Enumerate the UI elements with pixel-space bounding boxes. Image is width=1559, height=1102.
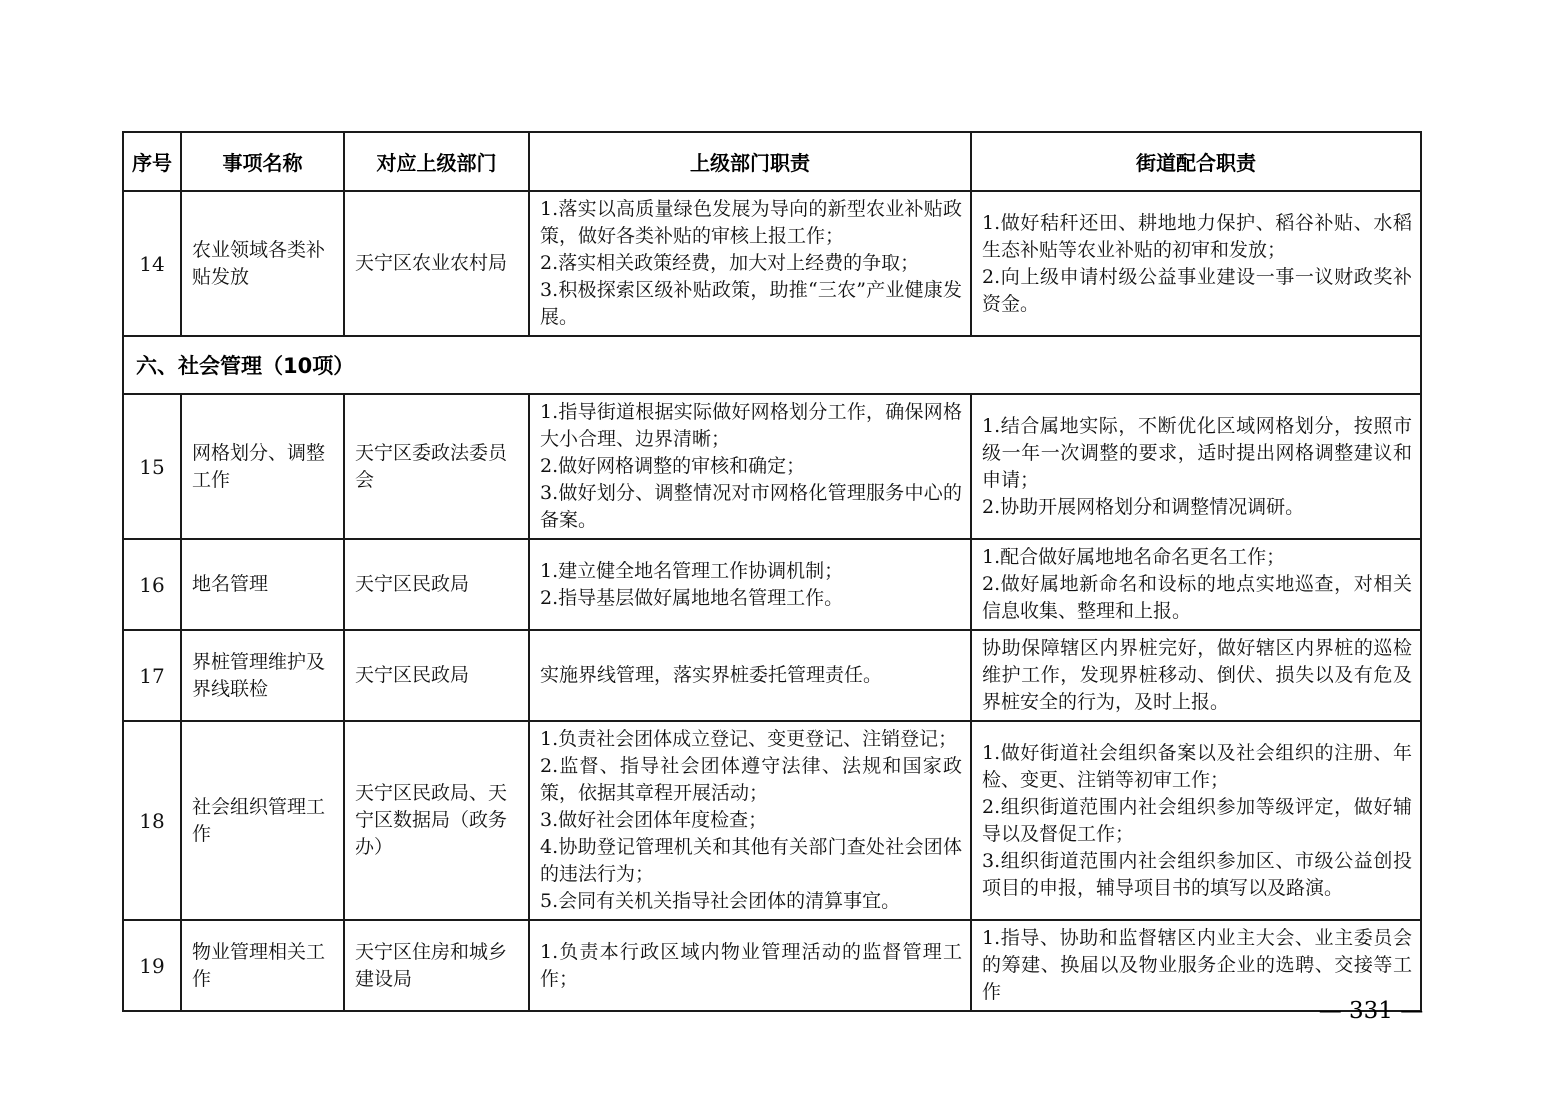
cell-serial-number: 18 xyxy=(123,721,181,920)
header-serial-number: 序号 xyxy=(123,132,181,191)
duty-item: 实施界线管理，落实界桩委托管理责任。 xyxy=(540,664,883,686)
page-number: — 331 — xyxy=(1318,998,1424,1024)
cell-serial-number: 15 xyxy=(123,394,181,539)
duty-item: 2.落实相关政策经费，加大对上经费的争取； xyxy=(540,252,920,274)
cell-street-duties xyxy=(971,394,1421,539)
header-superior-department: 对应上级部门 xyxy=(344,132,529,191)
table-header-row xyxy=(123,132,1421,191)
table-row xyxy=(123,539,1421,630)
cell-item-name: 物业管理相关工作 xyxy=(181,920,344,1011)
table-row xyxy=(123,630,1421,721)
cell-serial-number: 14 xyxy=(123,191,181,336)
table-row xyxy=(123,721,1421,920)
duty-item: 1.负责社会团体成立登记、变更登记、注销登记； xyxy=(540,728,958,750)
section-header-label: 六、社会管理（10项） xyxy=(123,336,1421,394)
cell-serial-number: 19 xyxy=(123,920,181,1011)
duty-item: 4.协助登记管理机关和其他有关部门查处社会团体的违法行为； xyxy=(540,836,962,885)
table-row xyxy=(123,191,1421,336)
cell-serial-number: 16 xyxy=(123,539,181,630)
duties-table xyxy=(122,131,1422,1012)
cell-item-name: 社会组织管理工作 xyxy=(181,721,344,920)
cell-superior-duties xyxy=(529,920,971,1011)
duty-item: 1.做好街道社会组织备案以及社会组织的注册、年检、变更、注销等初审工作； xyxy=(982,741,1412,791)
header-street-duties: 街道配合职责 xyxy=(971,132,1421,191)
cell-superior-department: 天宁区民政局、天宁区数据局（政务办） xyxy=(344,721,529,920)
duty-item: 2.协助开展网格划分和调整情况调研。 xyxy=(982,495,1305,518)
cell-superior-duties xyxy=(529,394,971,539)
duty-item: 2.做好属地新命名和设标的地点实地巡查，对相关信息收集、整理和上报。 xyxy=(982,573,1412,622)
duty-item: 1.负责本行政区域内物业管理活动的监督管理工作； xyxy=(540,940,962,990)
cell-superior-department: 天宁区农业农村局 xyxy=(344,191,529,336)
cell-superior-duties xyxy=(529,191,971,336)
duty-item: 2.组织街道范围内社会组织参加等级评定，做好辅导以及督促工作； xyxy=(982,795,1412,845)
cell-street-duties xyxy=(971,191,1421,336)
duty-item: 1.指导、协助和监督辖区内业主大会、业主委员会的筹建、换届以及物业服务企业的选聘、交接等工作 xyxy=(982,927,1412,1003)
cell-item-name: 农业领域各类补贴发放 xyxy=(181,191,344,336)
cell-superior-duties xyxy=(529,630,971,721)
cell-item-name: 地名管理 xyxy=(181,539,344,630)
duty-item: 协助保障辖区内界桩完好，做好辖区内界桩的巡检维护工作，发现界桩移动、倒伏、损失以及有危及界桩安全的行为，及时上报。 xyxy=(982,637,1412,713)
cell-serial-number: 17 xyxy=(123,630,181,721)
cell-superior-duties xyxy=(529,539,971,630)
cell-superior-department: 天宁区民政局 xyxy=(344,539,529,630)
duty-item: 1.落实以高质量绿色发展为导向的新型农业补贴政策，做好各类补贴的审核上报工作； xyxy=(540,198,962,247)
section-header-row xyxy=(123,336,1421,394)
duty-item: 3.组织街道范围内社会组织参加区、市级公益创投项目的申报，辅导项目书的填写以及路演。 xyxy=(982,849,1412,899)
duty-item: 2.监督、指导社会团体遵守法律、法规和国家政策，依据其章程开展活动； xyxy=(540,755,962,804)
duty-item: 5.会同有关机关指导社会团体的清算事宜。 xyxy=(540,890,901,912)
cell-item-name: 网格划分、调整工作 xyxy=(181,394,344,539)
duty-item: 1.做好秸秆还田、耕地地力保护、稻谷补贴、水稻生态补贴等农业补贴的初审和发放； xyxy=(982,211,1412,261)
duty-item: 1.建立健全地名管理工作协调机制； xyxy=(540,559,844,582)
cell-superior-department: 天宁区住房和城乡建设局 xyxy=(344,920,529,1011)
duty-item: 2.向上级申请村级公益事业建设一事一议财政奖补资金。 xyxy=(982,265,1412,315)
cell-street-duties xyxy=(971,721,1421,920)
cell-superior-department: 天宁区委政法委员会 xyxy=(344,394,529,539)
cell-superior-department: 天宁区民政局 xyxy=(344,630,529,721)
table-row xyxy=(123,920,1421,1011)
duty-item: 3.做好划分、调整情况对市网格化管理服务中心的备案。 xyxy=(540,482,962,531)
duty-item: 1.指导街道根据实际做好网格划分工作，确保网格大小合理、边界清晰； xyxy=(540,401,962,450)
cell-item-name: 界桩管理维护及界线联检 xyxy=(181,630,344,721)
header-superior-duties: 上级部门职责 xyxy=(529,132,971,191)
duty-item: 2.做好网格调整的审核和确定； xyxy=(540,455,806,477)
table-row xyxy=(123,394,1421,539)
duty-item: 3.积极探索区级补贴政策，助推“三农”产业健康发展。 xyxy=(540,279,962,328)
duty-item: 1.配合做好属地地名命名更名工作； xyxy=(982,546,1286,568)
cell-superior-duties xyxy=(529,721,971,920)
cell-street-duties xyxy=(971,539,1421,630)
duty-item: 2.指导基层做好属地地名管理工作。 xyxy=(540,586,844,609)
cell-street-duties xyxy=(971,630,1421,721)
header-item-name: 事项名称 xyxy=(181,132,344,191)
duty-item: 1.结合属地实际，不断优化区域网格划分，按照市级一年一次调整的要求，适时提出网格调整建议和申请； xyxy=(982,414,1412,491)
duty-item: 3.做好社会团体年度检查； xyxy=(540,809,768,831)
